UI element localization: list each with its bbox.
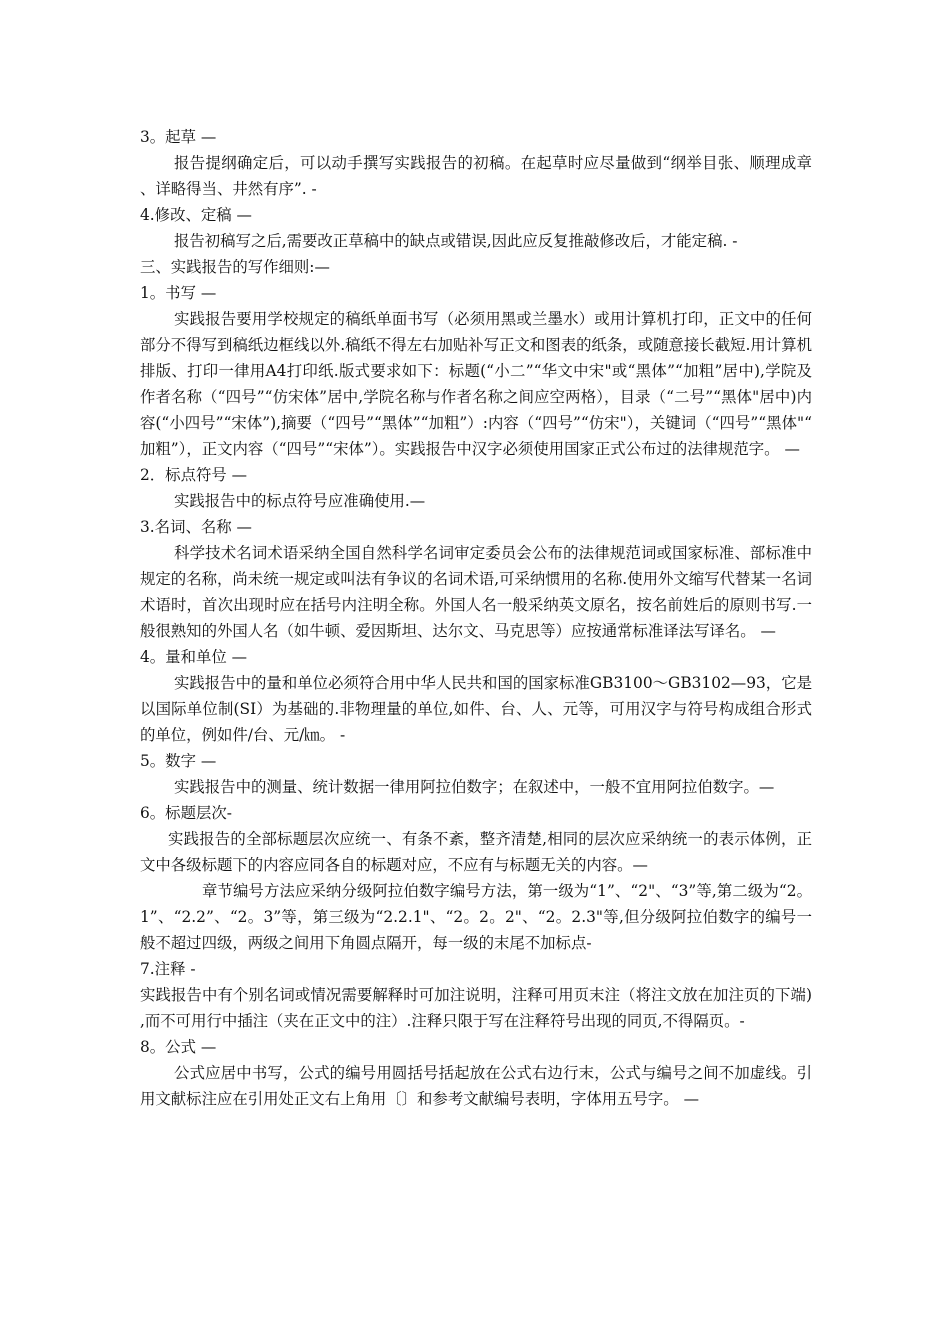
- section-heading-revision: 4.修改、定稿 —: [140, 206, 252, 224]
- rule-heading-numbers: 5。数字 —: [140, 752, 217, 770]
- paragraph-terms: 科学技术名词术语采纳全国自然科学名词审定委员会公布的法律规范词或国家标准、部标准中规定的名称，尚未统一规定或叫法有争议的名词术语,可采纳惯用的名称.使用外文缩写代替某一名词术语时，首次出现时应在括号内注明全称。外国人名一般采纳英文原名，按名前姓后的原则书写.一般很熟知的外国人名（如牛顿、爱因斯坦、达尔文、马克思等）应按通常标准译法写译名。 —: [140, 544, 812, 640]
- rule-heading-punctuation: 2．标点符号 —: [140, 466, 248, 484]
- section-heading-drafting: 3。起草 —: [140, 128, 217, 146]
- document-page: [140, 124, 812, 1112]
- part-heading-writing-rules: 三、实践报告的写作细则:—: [140, 258, 330, 276]
- paragraph-units: 实践报告中的量和单位必须符合用中华人民共和国的国家标准GB3100～GB3102—93，它是以国际单位制(SI）为基础的.非物理量的单位,如件、台、人、元等，可用汉字与符号构成组合形式的单位，例如件/台、元/㎞。 -: [140, 674, 812, 744]
- paragraph-drafting: 报告提纲确定后，可以动手撰写实践报告的初稿。在起草时应尽量做到“纲举目张、顺理成章、详略得当、井然有序”. -: [140, 154, 812, 198]
- paragraph-revision: 报告初稿写之后,需要改正草稿中的缺点或错误,因此应反复推敲修改后，才能定稿. -: [174, 232, 738, 250]
- paragraph-punctuation: 实践报告中的标点符号应准确使用.—: [174, 492, 426, 510]
- rule-heading-formulas: 8。公式 —: [140, 1038, 217, 1056]
- rule-heading-notes: 7.注释 -: [140, 960, 196, 978]
- rule-heading-writing: 1。书写 —: [140, 284, 217, 302]
- rule-heading-units: 4。量和单位 —: [140, 648, 248, 666]
- rule-heading-terms: 3.名词、名称 —: [140, 518, 252, 536]
- paragraph-chapter-numbering: 章节编号方法应采纳分级阿拉伯数字编号方法，第一级为“1”、“2"、“3”等,第二级为“2。1”、“2.2”、“2。3”等，第三级为“2.2.1"、“2。2。2"、“2。2.3"等,但分级阿拉伯数字的编号一般不超过四级，两级之间用下角圆点隔开，每一级的末尾不加标点-: [140, 882, 812, 952]
- rule-heading-title-levels: 6。标题层次-: [140, 804, 232, 822]
- paragraph-writing: 实践报告要用学校规定的稿纸单面书写（必须用黑或兰墨水）或用计算机打印，正文中的任何部分不得写到稿纸边框线以外.稿纸不得左右加贴补写正文和图表的纸条，或随意接长截短.用计算机排版、打印一律用A4打印纸.版式要求如下：标题(“小二”“华文中宋"或“黑体”“加粗”居中),学院及作者名称（“四号”“仿宋体”居中,学院名称与作者名称之间应空两格），目录（“二号”“黑体"居中)内容(“小四号”“宋体”),摘要（“四号”“黑体”“加粗”）:内容（“四号”“仿宋"），关键词（“四号”“黑体"“加粗”），正文内容（“四号”“宋体”）。实践报告中汉字必须使用国家正式公布过的法律规范字。 —: [140, 310, 812, 458]
- paragraph-numbers: 实践报告中的测量、统计数据一律用阿拉伯数字；在叙述中，一般不宜用阿拉伯数字。—: [174, 778, 775, 796]
- paragraph-notes: 实践报告中有个别名词或情况需要解释时可加注说明，注释可用页末注（将注文放在加注页的下端),而不可用行中插注（夹在正文中的注）.注释只限于写在注释符号出现的同页,不得隔页。-: [140, 986, 812, 1030]
- paragraph-formulas: 公式应居中书写，公式的编号用圆括号括起放在公式右边行末，公式与编号之间不加虚线。引用文献标注应在引用处正文右上角用〔〕和参考文献编号表明，字体用五号字。 —: [140, 1064, 812, 1108]
- paragraph-title-levels: 实践报告的全部标题层次应统一、有条不紊，整齐清楚,相同的层次应采纳统一的表示体例，正文中各级标题下的内容应同各自的标题对应，不应有与标题无关的内容。—: [140, 830, 812, 874]
